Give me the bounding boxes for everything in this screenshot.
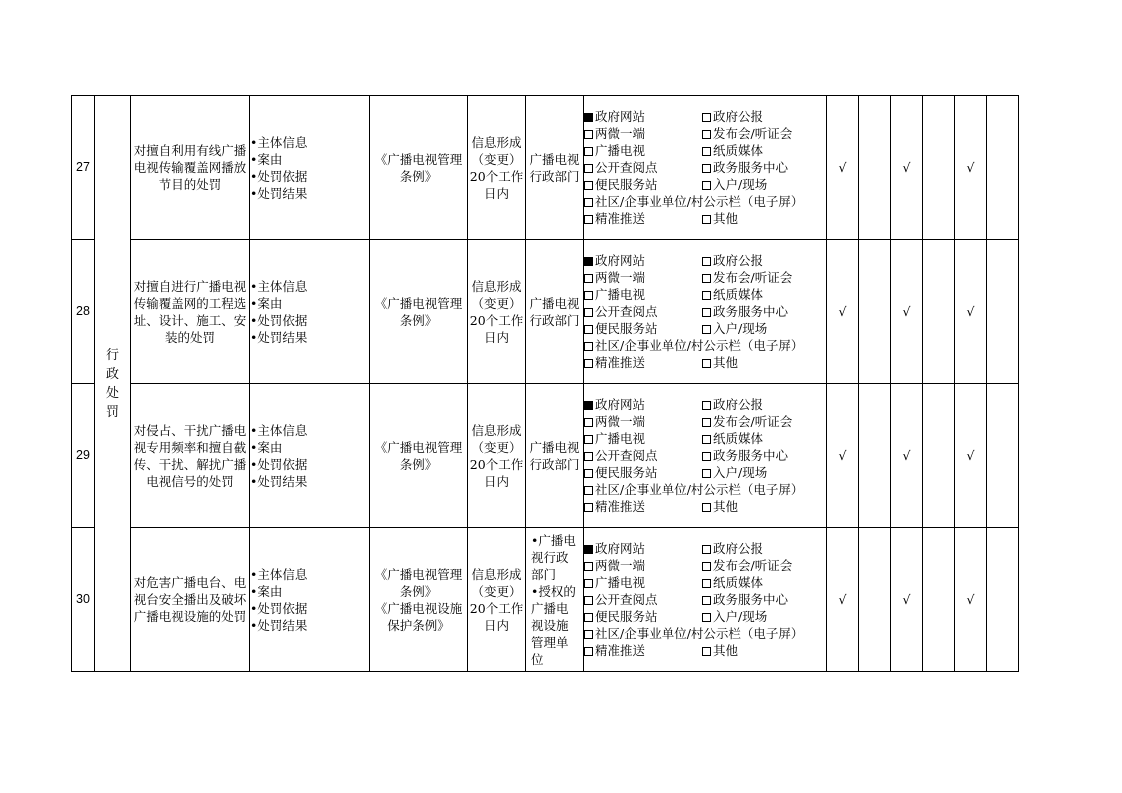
channel-option [702, 303, 788, 320]
channel-option [702, 108, 763, 125]
check-cell: √ [955, 240, 987, 384]
department-line: 广播电 [531, 600, 569, 616]
channel-row [584, 413, 826, 430]
disclosure-time: 信息形成（变更）20个工作日内 [468, 384, 526, 528]
channel-row [584, 125, 826, 142]
content-item: •主体信息 [250, 278, 308, 294]
channel-option [702, 464, 767, 481]
channel-label: 两微一端 [595, 270, 646, 285]
category-cell [95, 96, 131, 672]
unchecked-box-icon [584, 164, 593, 173]
channel-row [584, 159, 826, 176]
unchecked-box-icon [584, 647, 593, 656]
channel-label: 政务服务中心 [713, 160, 789, 175]
channel-row [584, 210, 826, 227]
channel-row [584, 464, 826, 481]
channel-row [584, 498, 826, 515]
check-cell: √ [955, 96, 987, 240]
content-item: •处罚依据 [250, 456, 308, 472]
unchecked-box-icon [702, 130, 711, 139]
content-item: •主体信息 [250, 566, 308, 582]
channel-row [584, 303, 826, 320]
channel-option [702, 540, 763, 557]
channel-label: 广播电视 [595, 143, 646, 158]
table-row [72, 384, 1019, 528]
channel-option [584, 498, 702, 515]
content-item: •主体信息 [250, 134, 308, 150]
unchecked-box-icon [584, 630, 593, 639]
disclosure-department: 广播电视行政部门 [526, 240, 584, 384]
department-line: 管理单 [531, 634, 569, 650]
channel-label: 纸质媒体 [713, 431, 764, 446]
channel-row [584, 252, 826, 269]
row-number: 30 [72, 528, 95, 672]
disclosure-content [250, 384, 370, 528]
channel-label: 其他 [713, 643, 739, 658]
channel-option [584, 252, 702, 269]
channel-option [702, 354, 738, 371]
channel-label: 社区/企事业单位/村公示栏（电子屏） [595, 626, 804, 641]
channel-option [702, 574, 763, 591]
channel-option [584, 303, 702, 320]
channel-label: 社区/企事业单位/村公示栏（电子屏） [595, 482, 804, 497]
channel-label: 广播电视 [595, 287, 646, 302]
channel-option [584, 194, 803, 209]
unchecked-box-icon [584, 325, 593, 334]
department-line: 部门 [531, 566, 557, 582]
checked-box-icon [584, 401, 593, 410]
channel-option [702, 269, 792, 286]
item-name: 对危害广播电台、电视台安全播出及破坏广播电视设施的处罚 [131, 528, 250, 672]
channel-label: 政务服务中心 [713, 592, 789, 607]
channel-option [702, 176, 767, 193]
channel-option [584, 608, 702, 625]
channel-label: 纸质媒体 [713, 287, 764, 302]
channel-option [702, 642, 738, 659]
check-cell [859, 240, 891, 384]
channel-label: 政府网站 [595, 397, 646, 412]
check-cell: √ [891, 384, 923, 528]
check-cell [923, 240, 955, 384]
channel-label: 广播电视 [595, 575, 646, 590]
channel-row [584, 396, 826, 413]
channel-label: 政府公报 [713, 109, 764, 124]
disclosure-department [526, 528, 584, 672]
channel-label: 入户/现场 [713, 321, 768, 336]
unchecked-box-icon [584, 359, 593, 368]
unchecked-box-icon [702, 435, 711, 444]
disclosure-channels [584, 96, 827, 240]
unchecked-box-icon [702, 647, 711, 656]
channel-label: 精准推送 [595, 499, 646, 514]
channel-option [584, 447, 702, 464]
content-item: •处罚依据 [250, 168, 308, 184]
channel-option [584, 320, 702, 337]
channel-label: 便民服务站 [595, 177, 658, 192]
channel-label: 社区/企事业单位/村公示栏（电子屏） [595, 194, 804, 209]
disclosure-channels [584, 240, 827, 384]
content-item: •案由 [250, 151, 283, 167]
unchecked-box-icon [584, 291, 593, 300]
channel-label: 政府网站 [595, 109, 646, 124]
check-cell [923, 384, 955, 528]
unchecked-box-icon [702, 359, 711, 368]
check-cell [923, 528, 955, 672]
channel-option [584, 413, 702, 430]
basis-item: 《广播电视管理条例》 [374, 439, 463, 472]
channel-label: 公开查阅点 [595, 592, 658, 607]
basis-item: 《广播电视管理条例》 [374, 566, 463, 599]
channel-option [584, 557, 702, 574]
unchecked-box-icon [702, 503, 711, 512]
channel-label: 政务服务中心 [713, 304, 789, 319]
unchecked-box-icon [584, 130, 593, 139]
channel-label: 社区/企事业单位/村公示栏（电子屏） [595, 338, 804, 353]
unchecked-box-icon [702, 418, 711, 427]
disclosure-department: 广播电视行政部门 [526, 96, 584, 240]
unchecked-box-icon [702, 401, 711, 410]
content-item: •处罚结果 [250, 617, 308, 633]
channel-option [584, 269, 702, 286]
unchecked-box-icon [702, 274, 711, 283]
unchecked-box-icon [702, 147, 711, 156]
channel-option [584, 464, 702, 481]
channel-option [584, 210, 702, 227]
disclosure-channels [584, 384, 827, 528]
unchecked-box-icon [702, 308, 711, 317]
unchecked-box-icon [702, 613, 711, 622]
unchecked-box-icon [702, 164, 711, 173]
disclosure-basis [370, 528, 468, 672]
channel-option [702, 608, 767, 625]
check-cell [987, 240, 1019, 384]
channel-option [584, 642, 702, 659]
check-cell: √ [955, 528, 987, 672]
channel-option [584, 396, 702, 413]
channel-label: 公开查阅点 [595, 304, 658, 319]
channel-label: 其他 [713, 355, 739, 370]
unchecked-box-icon [702, 291, 711, 300]
channel-option [584, 540, 702, 557]
channel-label: 政府公报 [713, 397, 764, 412]
channel-row [584, 176, 826, 193]
channel-option [584, 574, 702, 591]
content-item: •主体信息 [250, 422, 308, 438]
content-item: •处罚依据 [250, 600, 308, 616]
unchecked-box-icon [584, 215, 593, 224]
unchecked-box-icon [702, 562, 711, 571]
disclosure-time: 信息形成（变更）20个工作日内 [468, 96, 526, 240]
channel-option [702, 210, 738, 227]
check-cell [923, 96, 955, 240]
disclosure-content [250, 528, 370, 672]
department-line: •授权的 [531, 583, 576, 599]
disclosure-content [250, 96, 370, 240]
channel-label: 纸质媒体 [713, 575, 764, 590]
check-cell [859, 96, 891, 240]
channel-label: 入户/现场 [713, 177, 768, 192]
channel-row [584, 354, 826, 371]
check-cell: √ [827, 384, 859, 528]
channel-option [702, 125, 792, 142]
disclosure-time: 信息形成（变更）20个工作日内 [468, 528, 526, 672]
disclosure-content [250, 240, 370, 384]
channel-option [702, 413, 792, 430]
channel-label: 两微一端 [595, 414, 646, 429]
content-item: •处罚依据 [250, 312, 308, 328]
channel-row [584, 608, 826, 625]
channel-option [702, 430, 763, 447]
row-number: 28 [72, 240, 95, 384]
unchecked-box-icon [584, 181, 593, 190]
content-item: •案由 [250, 439, 283, 455]
channel-row [584, 193, 826, 210]
unchecked-box-icon [584, 503, 593, 512]
content-item: •处罚结果 [250, 329, 308, 345]
channel-row [584, 574, 826, 591]
channel-label: 精准推送 [595, 643, 646, 658]
channel-row [584, 481, 826, 498]
channel-row [584, 430, 826, 447]
item-name: 对侵占、干扰广播电视专用频率和擅自截传、干扰、解扰广播电视信号的处罚 [131, 384, 250, 528]
check-cell: √ [955, 384, 987, 528]
channel-label: 其他 [713, 499, 739, 514]
table-row [72, 240, 1019, 384]
basis-item: 《广播电视管理条例》 [374, 295, 463, 328]
channel-option [702, 498, 738, 515]
channel-row [584, 269, 826, 286]
check-cell: √ [891, 96, 923, 240]
channel-row [584, 286, 826, 303]
channel-label: 便民服务站 [595, 465, 658, 480]
check-cell [859, 528, 891, 672]
row-number: 27 [72, 96, 95, 240]
channel-label: 发布会/听证会 [713, 270, 793, 285]
category-label: 行政处罚 [105, 347, 119, 420]
channel-option [702, 320, 767, 337]
disclosure-basis [370, 384, 468, 528]
channel-option [702, 286, 763, 303]
channel-option [702, 447, 788, 464]
channel-row [584, 142, 826, 159]
content-item: •案由 [250, 583, 283, 599]
channel-label: 发布会/听证会 [713, 126, 793, 141]
check-cell: √ [827, 528, 859, 672]
channel-option [584, 125, 702, 142]
channel-row [584, 591, 826, 608]
row-number: 29 [72, 384, 95, 528]
unchecked-box-icon [584, 596, 593, 605]
channel-option [584, 159, 702, 176]
channel-label: 广播电视 [595, 431, 646, 446]
basis-item: 《广播电视管理条例》 [374, 151, 463, 184]
channel-option [584, 176, 702, 193]
channel-label: 入户/现场 [713, 609, 768, 624]
channel-label: 公开查阅点 [595, 448, 658, 463]
channel-label: 政府公报 [713, 541, 764, 556]
channel-label: 其他 [713, 211, 739, 226]
channel-option [702, 159, 788, 176]
unchecked-box-icon [584, 562, 593, 571]
basis-item: 《广播电视设施保护条例》 [374, 600, 463, 633]
department-line: •广播电 [531, 532, 576, 548]
channel-label: 纸质媒体 [713, 143, 764, 158]
checked-box-icon [584, 113, 593, 122]
unchecked-box-icon [584, 147, 593, 156]
unchecked-box-icon [702, 113, 711, 122]
channel-option [584, 108, 702, 125]
disclosure-time: 信息形成（变更）20个工作日内 [468, 240, 526, 384]
checked-box-icon [584, 257, 593, 266]
channel-label: 发布会/听证会 [713, 414, 793, 429]
check-cell [987, 96, 1019, 240]
unchecked-box-icon [702, 215, 711, 224]
channel-row [584, 337, 826, 354]
check-cell: √ [891, 240, 923, 384]
channel-option [584, 482, 803, 497]
table-row [72, 528, 1019, 672]
check-cell: √ [891, 528, 923, 672]
unchecked-box-icon [584, 274, 593, 283]
content-item: •案由 [250, 295, 283, 311]
unchecked-box-icon [702, 596, 711, 605]
unchecked-box-icon [584, 469, 593, 478]
unchecked-box-icon [584, 452, 593, 461]
unchecked-box-icon [702, 181, 711, 190]
channel-row [584, 447, 826, 464]
unchecked-box-icon [702, 452, 711, 461]
check-cell [987, 384, 1019, 528]
disclosure-basis [370, 240, 468, 384]
unchecked-box-icon [584, 198, 593, 207]
channel-row [584, 320, 826, 337]
disclosure-basis [370, 96, 468, 240]
channel-option [702, 142, 763, 159]
channel-label: 两微一端 [595, 558, 646, 573]
unchecked-box-icon [584, 579, 593, 588]
channel-label: 精准推送 [595, 355, 646, 370]
channel-row [584, 108, 826, 125]
channel-option [584, 142, 702, 159]
channel-label: 政务服务中心 [713, 448, 789, 463]
unchecked-box-icon [584, 342, 593, 351]
item-name: 对擅自利用有线广播电视传输覆盖网播放节目的处罚 [131, 96, 250, 240]
unchecked-box-icon [584, 486, 593, 495]
channel-label: 政府公报 [713, 253, 764, 268]
channel-row [584, 642, 826, 659]
check-cell: √ [827, 240, 859, 384]
unchecked-box-icon [702, 545, 711, 554]
channel-option [702, 252, 763, 269]
disclosure-table [71, 95, 1019, 672]
channel-row [584, 540, 826, 557]
channel-option [584, 591, 702, 608]
item-name: 对擅自进行广播电视传输覆盖网的工程选址、设计、施工、安装的处罚 [131, 240, 250, 384]
channel-label: 入户/现场 [713, 465, 768, 480]
check-cell [859, 384, 891, 528]
department-line: 位 [531, 651, 544, 667]
channel-label: 发布会/听证会 [713, 558, 793, 573]
channel-row [584, 557, 826, 574]
unchecked-box-icon [702, 469, 711, 478]
unchecked-box-icon [584, 308, 593, 317]
check-cell: √ [827, 96, 859, 240]
channel-option [702, 396, 763, 413]
channel-option [584, 430, 702, 447]
channel-label: 政府网站 [595, 253, 646, 268]
channel-option [702, 591, 788, 608]
unchecked-box-icon [702, 257, 711, 266]
channel-option [702, 557, 792, 574]
table-row [72, 96, 1019, 240]
channel-option [584, 286, 702, 303]
checked-box-icon [584, 545, 593, 554]
unchecked-box-icon [702, 325, 711, 334]
unchecked-box-icon [702, 579, 711, 588]
channel-label: 政府网站 [595, 541, 646, 556]
channel-label: 便民服务站 [595, 609, 658, 624]
unchecked-box-icon [584, 613, 593, 622]
channel-option [584, 338, 803, 353]
channel-option [584, 354, 702, 371]
department-line: 视设施 [531, 617, 569, 633]
content-item: •处罚结果 [250, 473, 308, 489]
channel-row [584, 625, 826, 642]
channel-option [584, 626, 803, 641]
disclosure-department: 广播电视行政部门 [526, 384, 584, 528]
content-item: •处罚结果 [250, 185, 308, 201]
disclosure-channels [584, 528, 827, 672]
unchecked-box-icon [584, 418, 593, 427]
check-cell [987, 528, 1019, 672]
unchecked-box-icon [584, 435, 593, 444]
channel-label: 两微一端 [595, 126, 646, 141]
channel-label: 便民服务站 [595, 321, 658, 336]
channel-label: 公开查阅点 [595, 160, 658, 175]
channel-label: 精准推送 [595, 211, 646, 226]
department-line: 视行政 [531, 549, 569, 565]
